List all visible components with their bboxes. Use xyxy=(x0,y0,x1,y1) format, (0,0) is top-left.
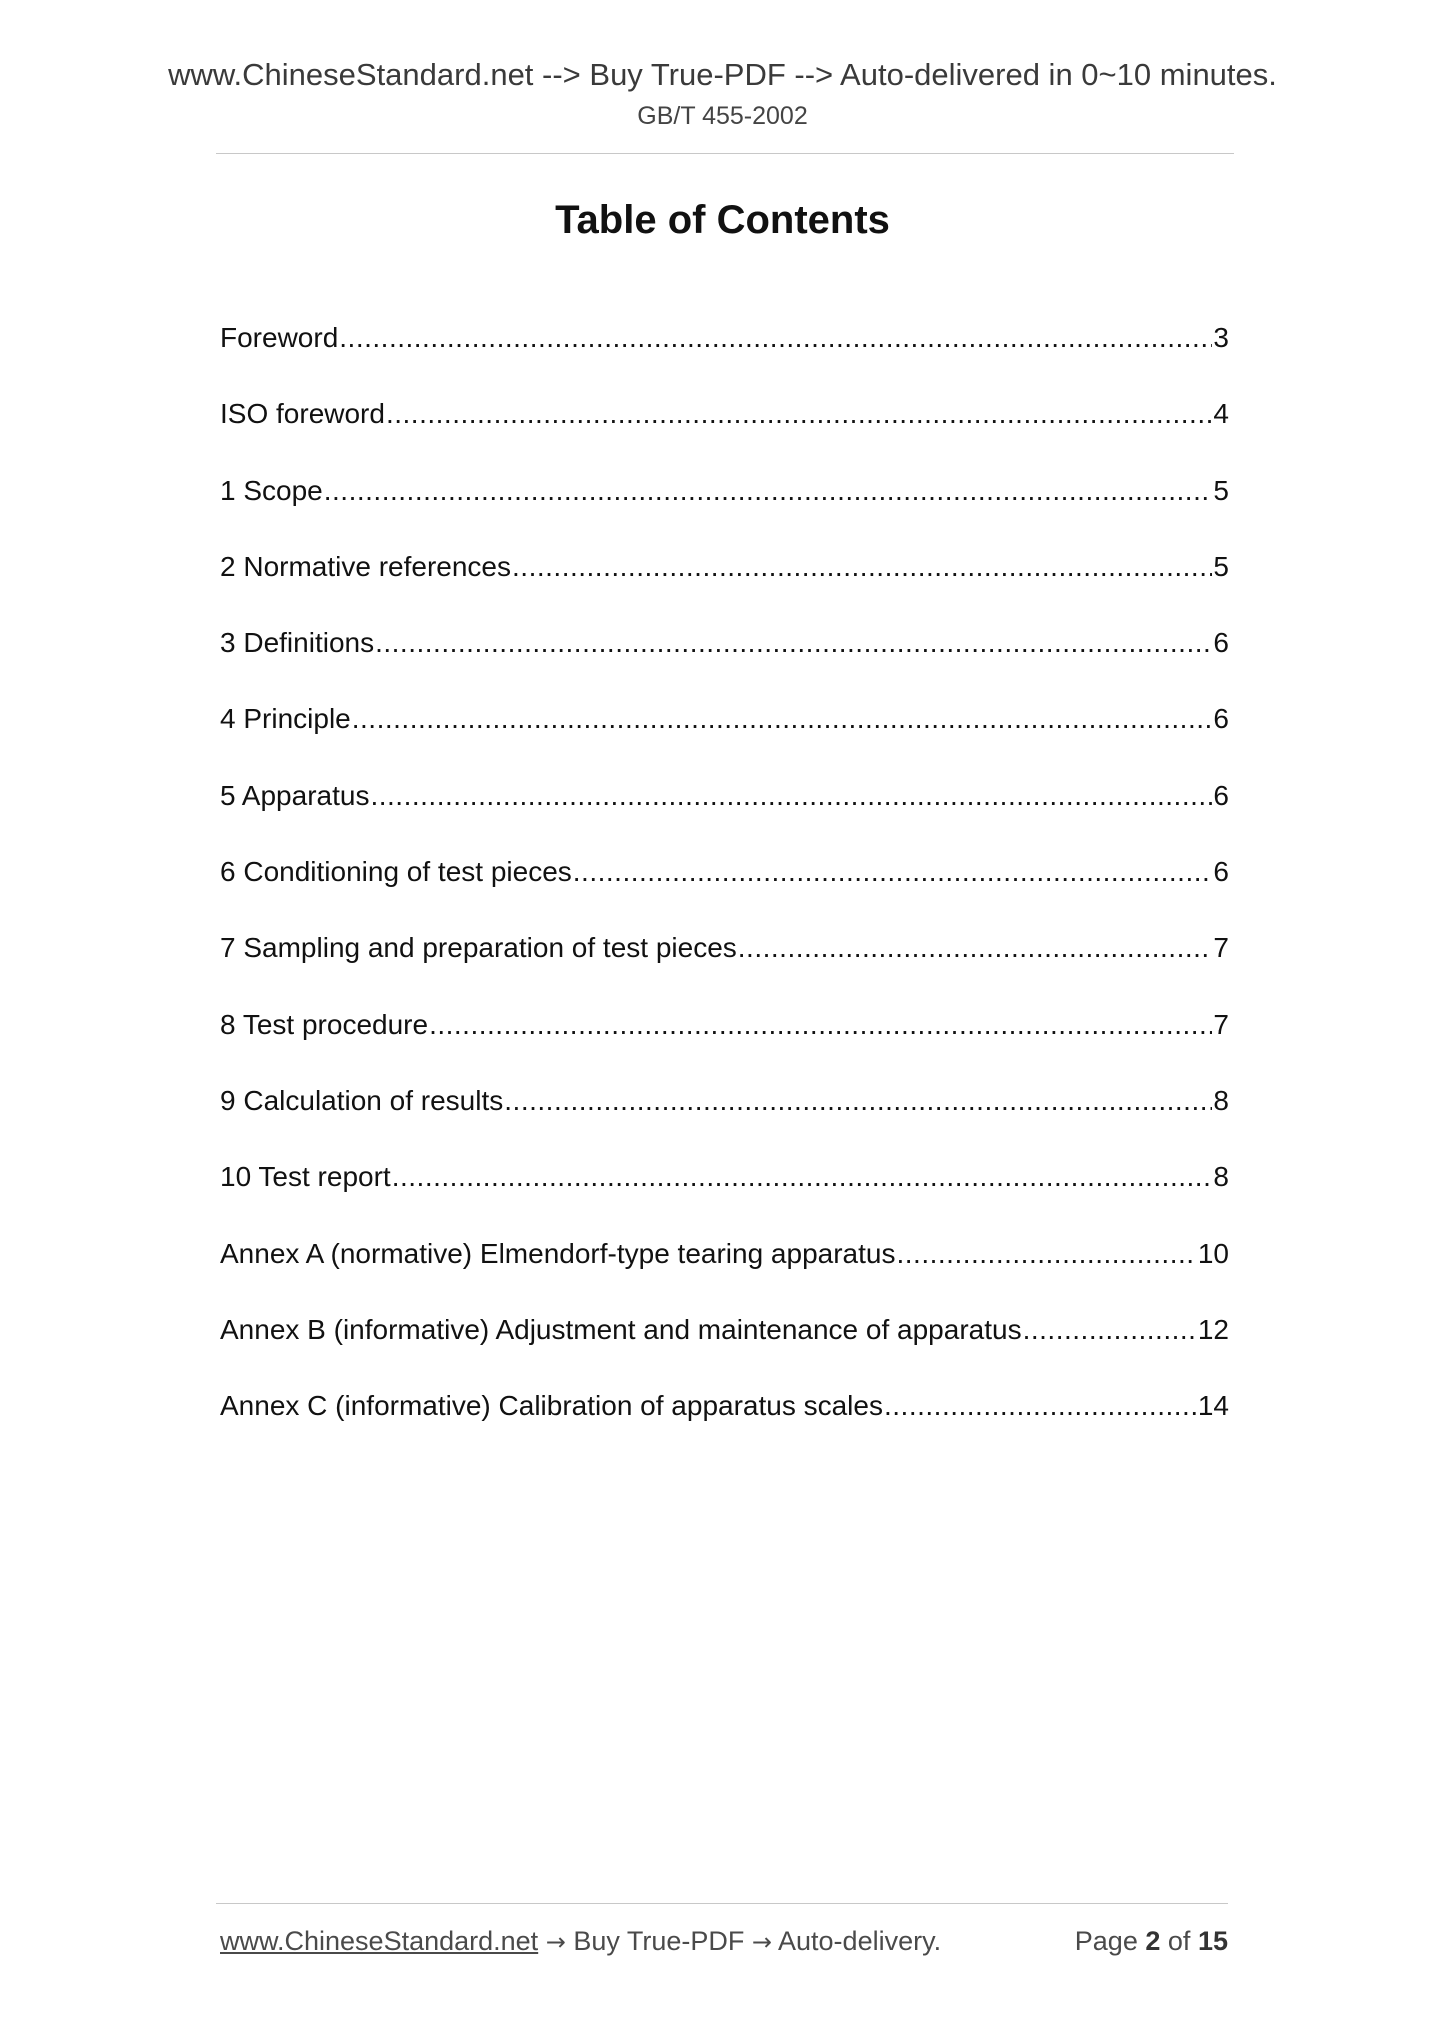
toc-leader-dots xyxy=(352,699,1213,739)
page-header xyxy=(0,56,1445,132)
page-label: Page xyxy=(1074,1926,1138,1956)
footer-promo xyxy=(220,1921,941,1962)
toc-entry-page: 5 xyxy=(1213,550,1229,582)
toc-entry-apparatus[interactable] xyxy=(220,776,1229,852)
toc-entry-page: 12 xyxy=(1197,1313,1229,1345)
toc-entry-page: 3 xyxy=(1213,322,1229,353)
toc-entry-text: Foreword xyxy=(220,322,339,353)
toc-leader-dots xyxy=(392,1157,1213,1197)
toc-entry-annex-c[interactable] xyxy=(220,1386,1229,1462)
toc-entry-page: 5 xyxy=(1213,474,1229,506)
toc-entry-annex-a[interactable] xyxy=(220,1234,1229,1310)
arrow-right-icon: → xyxy=(545,1928,566,1956)
toc-entry-page: 10 xyxy=(1197,1237,1229,1269)
toc-leader-dots xyxy=(504,1081,1212,1121)
toc-entry-principle[interactable] xyxy=(220,699,1229,775)
toc-entry-sampling[interactable] xyxy=(220,928,1229,1004)
toc-list xyxy=(220,318,1229,1462)
toc-entry-definitions[interactable] xyxy=(220,623,1229,699)
toc-entry-iso-foreword[interactable] xyxy=(220,394,1229,470)
footer-delivery-text: Auto-delivery. xyxy=(778,1926,942,1956)
header-divider xyxy=(216,153,1234,154)
toc-entry-text: 10 Test report xyxy=(220,1161,391,1193)
toc-entry-text: 8 Test procedure xyxy=(220,1008,429,1040)
toc-entry-annex-b[interactable] xyxy=(220,1310,1229,1386)
toc-entry-page: 8 xyxy=(1213,1084,1229,1116)
footer-divider xyxy=(216,1903,1228,1904)
toc-leader-dots xyxy=(429,1005,1212,1045)
toc-entry-page: 6 xyxy=(1213,856,1229,888)
toc-entry-text: Annex B (informative) Adjustment and maintenance of apparatus xyxy=(220,1313,1022,1345)
toc-leader-dots xyxy=(370,776,1212,816)
arrow-right-icon: → xyxy=(751,1928,772,1956)
toc-entry-test-report[interactable] xyxy=(220,1157,1229,1233)
page-total: 15 xyxy=(1197,1926,1228,1956)
toc-entry-text: 9 Calculation of results xyxy=(220,1084,504,1116)
toc-entry-text: 7 Sampling and preparation of test pieces xyxy=(220,932,737,964)
toc-entry-page: 6 xyxy=(1213,627,1229,659)
toc-leader-dots xyxy=(884,1386,1197,1426)
toc-entry-page: 6 xyxy=(1213,703,1229,735)
toc-entry-page: 6 xyxy=(1213,779,1229,811)
footer-site-link[interactable]: www.ChineseStandard.net xyxy=(220,1926,539,1956)
toc-entry-text: 5 Apparatus xyxy=(220,779,370,811)
toc-entry-scope[interactable] xyxy=(220,471,1229,547)
page-footer xyxy=(220,1921,1228,1961)
page-current: 2 xyxy=(1145,1926,1161,1956)
toc-entry-text: Annex C (informative) Calibration of apparatus scales xyxy=(220,1390,883,1422)
toc-leader-dots xyxy=(1023,1310,1197,1350)
toc-entry-conditioning[interactable] xyxy=(220,852,1229,928)
toc-leader-dots xyxy=(386,394,1212,434)
toc-entry-text: 6 Conditioning of test pieces xyxy=(220,856,572,888)
toc-leader-dots xyxy=(375,623,1212,663)
footer-buy-text: Buy True-PDF xyxy=(573,1926,745,1956)
toc-entry-page: 4 xyxy=(1213,398,1229,430)
toc-leader-dots xyxy=(738,928,1213,968)
toc-leader-dots xyxy=(573,852,1213,892)
header-banner: www.ChineseStandard.net --> Buy True-PDF --> Auto-delivered in 0~10 minutes. xyxy=(168,57,1277,92)
toc-entry-text: 1 Scope xyxy=(220,474,323,506)
toc-entry-text: Annex A (normative) Elmendorf-type tearing apparatus xyxy=(220,1237,896,1269)
toc-entry-text: 3 Definitions xyxy=(220,627,375,659)
standard-code: GB/T 455-2002 xyxy=(637,102,808,130)
page-number xyxy=(1075,1921,1228,1961)
toc-entry-page: 7 xyxy=(1213,932,1229,964)
toc-entry-test-procedure[interactable] xyxy=(220,1005,1229,1081)
toc-entry-page: 7 xyxy=(1213,1008,1229,1040)
toc-entry-text: 4 Principle xyxy=(220,703,351,735)
toc-entry-foreword[interactable] xyxy=(220,318,1229,394)
page-of-label: of xyxy=(1167,1926,1191,1956)
toc-entry-text: 2 Normative references xyxy=(220,550,512,582)
toc-leader-dots xyxy=(339,318,1212,358)
toc-leader-dots xyxy=(512,547,1212,587)
toc-leader-dots xyxy=(324,471,1213,511)
toc-leader-dots xyxy=(896,1234,1196,1274)
toc-entry-normative-references[interactable] xyxy=(220,547,1229,623)
toc-entry-calculation[interactable] xyxy=(220,1081,1229,1157)
toc-entry-text: ISO foreword xyxy=(220,398,385,430)
toc-title: Table of Contents xyxy=(555,198,890,242)
toc-entry-page: 8 xyxy=(1213,1161,1229,1193)
toc-entry-page: 14 xyxy=(1197,1390,1229,1422)
